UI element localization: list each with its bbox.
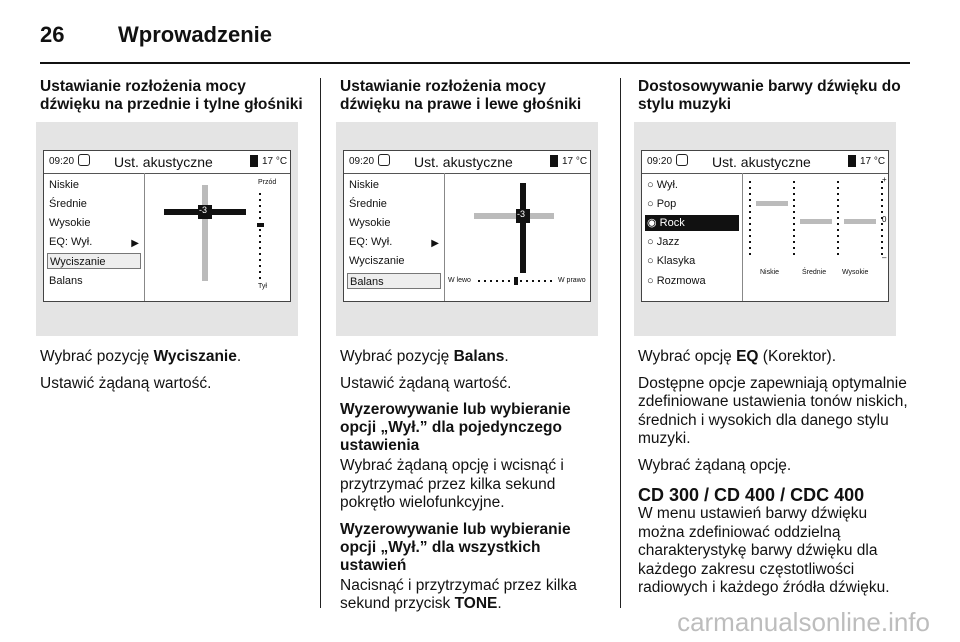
menu-item[interactable] — [347, 234, 441, 250]
eq-heading: Dostosowywanie barwy dźwięku do stylu muzyki — [638, 78, 901, 113]
fader-position — [257, 223, 264, 227]
fader-front-label: Przód — [258, 179, 277, 186]
clock-icon — [378, 154, 390, 166]
paragraph: Ustawić żądaną wartość. — [40, 374, 212, 392]
eq-bar-mid — [800, 219, 832, 224]
fader-heading: Ustawianie rozłożenia mocy dźwięku na przednie i tylne głośniki — [40, 78, 303, 113]
eq-scale-minus: – — [882, 253, 887, 262]
text: Wybrać pozycję — [340, 348, 454, 365]
infotainment-screen — [641, 150, 889, 302]
menu-item[interactable]: Wysokie — [349, 217, 391, 229]
screen-title: Ust. akustyczne — [414, 154, 513, 170]
eq-option[interactable]: ○ Wył. — [647, 179, 678, 191]
eq-bar-bass — [756, 201, 788, 206]
infotainment-screen — [343, 150, 591, 302]
eq-label-mid: Średnie — [802, 269, 827, 276]
balance-position — [514, 277, 518, 285]
eq-option-selected[interactable]: ◉ Rock — [645, 215, 739, 231]
infotainment-screen — [43, 150, 291, 302]
eq-label-bass: Niskie — [760, 269, 780, 276]
paragraph — [40, 348, 310, 367]
text: Nacisnąć i przytrzymać przez kilka sekund przycisk — [340, 576, 577, 612]
page-number: 26 — [40, 22, 65, 47]
status-bar — [44, 151, 290, 174]
eq-option[interactable]: ○ Jazz — [647, 236, 680, 248]
balance-left-label: W lewo — [448, 277, 471, 284]
phone-icon — [250, 155, 258, 167]
eq-panel — [742, 173, 888, 301]
eq-option-label: Klasyka — [656, 255, 696, 267]
tone-menu — [344, 173, 445, 301]
balance-panel — [444, 173, 590, 301]
chevron-right-icon: ▶ — [431, 238, 439, 249]
column-fader — [40, 78, 310, 114]
column-divider — [620, 78, 621, 608]
temperature: 17 °C — [562, 156, 588, 167]
option-name: Balans — [453, 348, 505, 365]
header-rule — [40, 62, 910, 64]
fader-value: -3 — [199, 205, 208, 215]
paragraph: Wybrać żądaną opcję i wcisnąć i przytrzymać przez kilka sekund pokrętło wielofunkcyjne. — [340, 457, 564, 511]
clock-time: 09:20 — [647, 156, 673, 167]
menu-item-selected[interactable]: Wyciszanie — [47, 253, 141, 269]
chevron-right-icon: ▶ — [131, 238, 139, 249]
menu-item[interactable]: Wysokie — [49, 217, 91, 229]
menu-item[interactable]: Niskie — [49, 179, 79, 191]
fader-screenshot — [36, 122, 298, 336]
fader-rear-label: Tył — [258, 283, 267, 290]
eq-bar-treble — [844, 219, 876, 224]
column-balance — [340, 78, 610, 114]
speaker-cross-vertical — [520, 183, 526, 273]
menu-item[interactable] — [47, 234, 141, 250]
watermark: carmanualsonline.info — [677, 607, 930, 637]
fader-graphic — [144, 173, 290, 301]
eq-menu — [642, 173, 743, 301]
speaker-cross-horizontal — [474, 213, 554, 219]
eq-option-label: Rozmowa — [656, 275, 706, 287]
eq-scale-plus: + — [882, 175, 887, 184]
button-name: TONE — [454, 595, 498, 612]
text: . — [497, 595, 502, 612]
clock-time: 09:20 — [349, 156, 375, 167]
status-bar — [642, 151, 888, 174]
menu-item-label: EQ: Wył. — [49, 236, 93, 248]
temperature: 17 °C — [262, 156, 288, 167]
menu-item[interactable]: Niskie — [349, 179, 379, 191]
screen-title: Ust. akustyczne — [712, 154, 811, 170]
fader-panel — [144, 173, 290, 301]
column-divider — [320, 78, 321, 608]
balance-value: -3 — [517, 209, 526, 219]
eq-option[interactable]: ○ Rozmowa — [647, 275, 706, 287]
paragraph: W menu ustawień barwy dźwięku można zdefiniować oddzielną charakterystykę barwy dźwięku dla każdego zakresu częstotliwości radiowych i każdego źródła dźwięku. — [638, 505, 890, 596]
menu-item[interactable]: Balans — [49, 275, 83, 287]
menu-item[interactable]: Średnie — [49, 198, 87, 210]
column-eq — [638, 78, 908, 114]
status-bar — [344, 151, 590, 174]
clock-icon — [676, 154, 688, 166]
paragraph: Ustawić żądaną wartość. — [340, 374, 512, 392]
balance-screenshot — [336, 122, 598, 336]
eq-option-label: Wył. — [656, 179, 678, 191]
eq-screenshot — [634, 122, 896, 336]
clock-icon — [78, 154, 90, 166]
balance-right-label: W prawo — [558, 277, 586, 284]
phone-icon — [550, 155, 558, 167]
eq-option-label: Rock — [659, 217, 685, 229]
menu-item-label: EQ: Wył. — [349, 236, 393, 248]
paragraph — [340, 577, 606, 614]
balance-text — [340, 348, 606, 614]
eq-text — [638, 348, 910, 598]
paragraph — [340, 348, 606, 367]
eq-option[interactable]: ○ Pop — [647, 198, 677, 210]
subheading: Wyzerowywanie lub wybieranie opcji „Wył.” dla wszystkich ustawień — [340, 520, 571, 574]
text: Wybrać opcję — [638, 348, 737, 365]
eq-scale-zero: 0 — [882, 215, 887, 224]
paragraph: Dostępne opcje zapewniają optymalnie zdefiniowane ustawienia tonów niskich, średnich i wysokich dla danego stylu muzyki. — [638, 374, 908, 447]
eq-graphic — [742, 173, 888, 301]
subheading: Wyzerowywanie lub wybieranie opcji „Wył.” dla pojedynczego ustawienia — [340, 401, 571, 454]
option-name: EQ — [736, 348, 759, 365]
paragraph — [638, 348, 910, 367]
eq-option[interactable]: ○ Klasyka — [647, 255, 696, 267]
menu-item-selected[interactable]: Balans — [347, 273, 441, 289]
eq-option-label: Jazz — [656, 236, 680, 248]
tone-menu — [44, 173, 145, 301]
menu-item[interactable]: Wyciszanie — [349, 255, 405, 267]
eq-option-label: Pop — [656, 198, 677, 210]
text: . — [504, 348, 509, 365]
screen-title: Ust. akustyczne — [114, 154, 213, 170]
temperature: 17 °C — [860, 156, 886, 167]
clock-time: 09:20 — [49, 156, 75, 167]
speaker-cross-vertical — [202, 185, 208, 281]
phone-icon — [848, 155, 856, 167]
model-heading: CD 300 / CD 400 / CDC 400 — [638, 485, 865, 505]
balance-heading: Ustawianie rozłożenia mocy dźwięku na prawe i lewe głośniki — [340, 78, 582, 113]
section-title: Wprowadzenie — [118, 22, 273, 47]
fader-text — [40, 348, 310, 393]
option-name: Wyciszanie — [153, 348, 237, 365]
text: Wybrać pozycję — [40, 348, 154, 365]
text: . — [236, 348, 242, 365]
eq-label-treble: Wysokie — [842, 269, 869, 276]
paragraph: Wybrać żądaną opcję. — [638, 456, 792, 474]
menu-item[interactable]: Średnie — [349, 198, 387, 210]
text: (Korektor). — [758, 348, 836, 365]
